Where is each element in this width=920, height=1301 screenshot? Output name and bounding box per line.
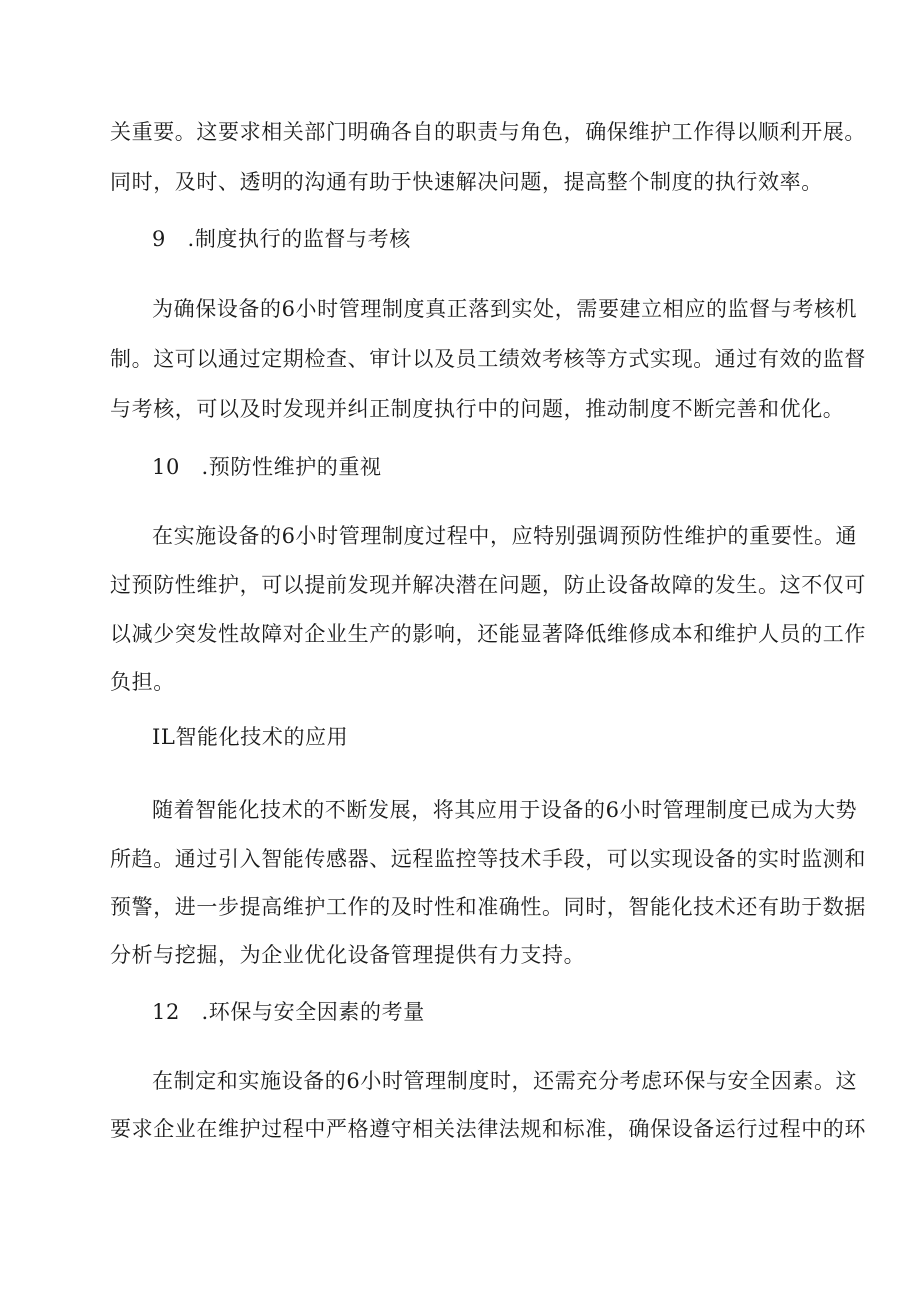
paragraph-line: 分析与挖掘，为企业优化设备管理提供有力支持。 <box>110 943 586 967</box>
paragraph-line: 与考核，可以及时发现并纠正制度执行中的问题，推动制度不断完善和优化。 <box>110 397 845 421</box>
paragraph-line: 同时，及时、透明的沟通有助于快速解决问题，提高整个制度的执行效率。 <box>110 170 823 194</box>
paragraph-line: 为确保设备的6小时管理制度真正落到实处，需要建立相应的监督与考核机 <box>152 297 858 321</box>
section-heading: IL智能化技术的应用 <box>152 725 349 749</box>
paragraph-line: 随着智能化技术的不断发展，将其应用于设备的6小时管理制度已成为大势 <box>152 798 858 822</box>
paragraph-line: 所趋。通过引入智能传感器、远程监控等技术手段，可以实现设备的实时监测和 <box>110 847 866 871</box>
section-heading: 12 .环保与安全因素的考量 <box>152 1000 425 1024</box>
paragraph-line: 制。这可以通过定期检查、审计以及员工绩效考核等方式实现。通过有效的监督 <box>110 347 866 371</box>
paragraph-line: 要求企业在维护过程中严格遵守相关法律法规和标准，确保设备运行过程中的环 <box>110 1117 866 1141</box>
paragraph-line: 在实施设备的6小时管理制度过程中，应特别强调预防性维护的重要性。通 <box>152 524 858 548</box>
paragraph-line: 负担。 <box>110 670 175 694</box>
section-heading: 10 .预防性维护的重视 <box>152 455 382 479</box>
paragraph-line: 在制定和实施设备的6小时管理制度时，还需充分考虑环保与安全因素。这 <box>152 1069 858 1093</box>
paragraph-line: 以减少突发性故障对企业生产的影响，还能显著降低维修成本和维护人员的工作 <box>110 622 866 646</box>
paragraph-line: 过预防性维护，可以提前发现并解决潜在问题，防止设备故障的发生。这不仅可 <box>110 573 866 597</box>
paragraph-line: 关重要。这要求相关部门明确各自的职责与角色，确保维护工作得以顺利开展。 <box>110 120 866 144</box>
paragraph-line: 预警，进一步提高维护工作的及时性和准确性。同时，智能化技术还有助于数据 <box>110 895 866 919</box>
section-heading: 9 .制度执行的监督与考核 <box>152 227 411 251</box>
